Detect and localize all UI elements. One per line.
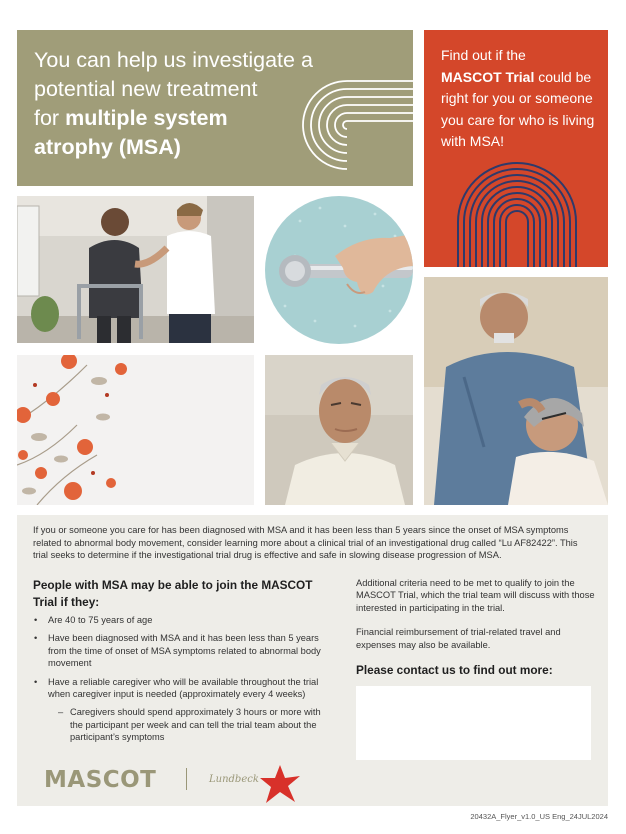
star-icon: [259, 764, 301, 804]
mascot-logo: MASCOT: [44, 767, 157, 793]
callout-pre: Find out if the: [441, 47, 526, 63]
eligibility-list: [33, 614, 333, 744]
hero-line-1: You can help us investigate a: [34, 48, 313, 72]
contact-box: [356, 686, 591, 760]
callout-text: [441, 45, 601, 153]
hero-line-2: potential new treatment: [34, 77, 258, 101]
info-panel: [17, 515, 608, 806]
sublist-item: – Caregivers should spend approximately 3 hours or more with the participant per week and can tell the trial team about the participant’s symptoms: [48, 706, 333, 743]
photo-couple-laughing: [424, 277, 608, 505]
document-code: 20432A_Flyer_v1.0_US Eng_24JUL2024: [470, 812, 608, 821]
photo-flowers: [17, 355, 254, 505]
contact-heading: Please contact us to find out more:: [356, 663, 553, 678]
callout-trial-name: MASCOT Trial: [441, 68, 535, 85]
photo-caregiver-walker: [17, 196, 254, 343]
hero-banner: [17, 30, 413, 186]
lundbeck-wordmark: Lundbeck: [209, 774, 259, 785]
eligibility-section: [33, 577, 333, 750]
list-item: • Are 40 to 75 years of age: [33, 614, 333, 626]
criteria-paragraph: Additional criteria need to be met to qualify to join the MASCOT Trial, which the trial team will discuss with those interested in participating in the trial.: [356, 578, 595, 613]
additional-section: [356, 577, 596, 760]
callout-post: could be right for you or someone you care for who is living with MSA!: [441, 68, 595, 149]
list-item: [33, 676, 333, 744]
list-item: • Have been diagnosed with MSA and it has been less than 5 years from the time of onset of MSA symptoms related to abnormal body movement: [33, 632, 333, 669]
list-item-text: Have a reliable caregiver who will be available throughout the trial when caregiver input is needed (approximately every 4 weeks): [48, 676, 319, 700]
intro-paragraph: If you or someone you care for has been diagnosed with MSA and it has been less than 5 years since the onset of MSA symptoms related to abnormal body movement, consider learning more about a clinical trial of an investigational drug called “Lu AF82422”. This trial seeks to determine if the investigational trial drug is effective and safe in slowing disease progression of MSA.: [33, 525, 578, 560]
eligibility-heading: People with MSA may be able to join the MASCOT Trial if they:: [33, 578, 313, 609]
callout-panel: [424, 30, 608, 267]
hero-line-3-bold: multiple system: [65, 106, 228, 130]
rainbow-arcs-icon: [455, 160, 579, 267]
logo-divider: [186, 768, 187, 790]
logo-row: [44, 765, 344, 795]
hero-title: [34, 46, 314, 162]
reimbursement-paragraph: Financial reimbursement of trial-related travel and expenses may also be available.: [356, 627, 561, 650]
photo-man-portrait: [265, 355, 413, 505]
caregiver-sublist: [48, 706, 333, 743]
hero-line-3: for: [34, 106, 66, 130]
photo-grab-bar: [265, 196, 413, 344]
hero-line-4-bold: atrophy (MSA): [34, 135, 181, 159]
lundbeck-logo: [209, 771, 319, 799]
